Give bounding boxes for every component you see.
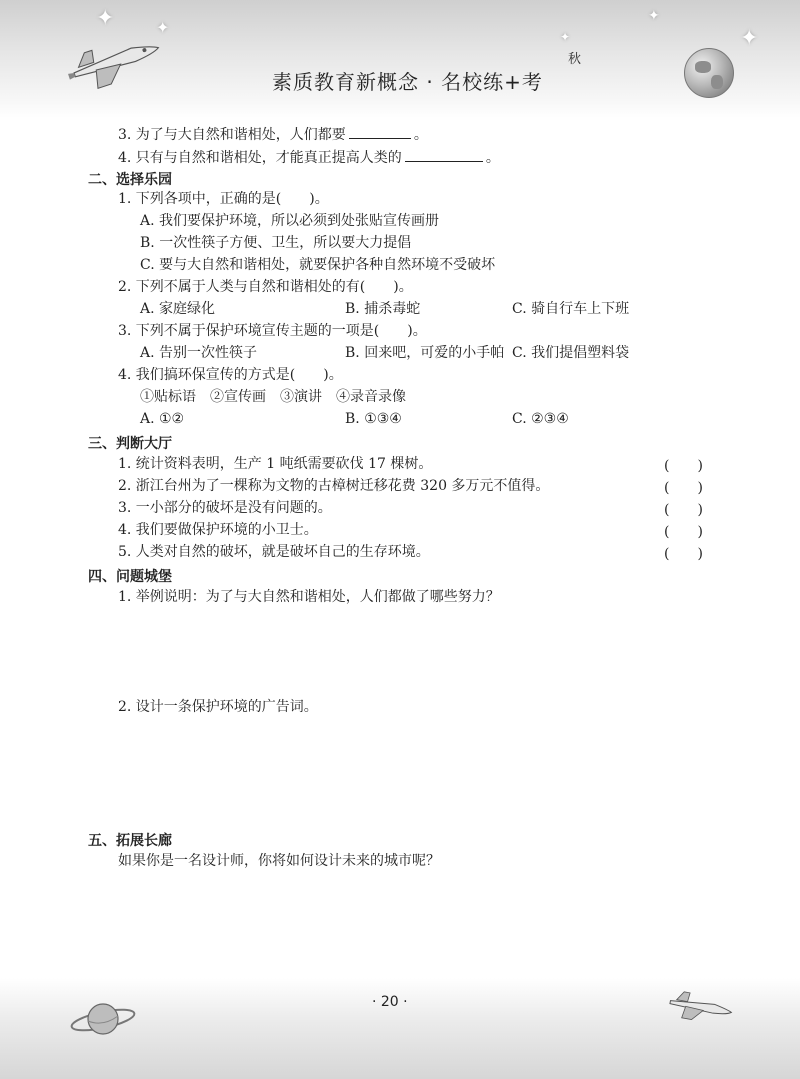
question-1-4: 4. 只有与自然和谐相处，才能真正提高人类的 。 (118, 147, 500, 167)
star-icon: ✦ (560, 30, 571, 44)
option-a[interactable]: A. 家庭绿化 (140, 301, 216, 317)
option-b[interactable]: B. ①③④ (345, 411, 402, 427)
option-c[interactable]: C. ②③④ (512, 411, 569, 427)
answer-area[interactable] (118, 612, 718, 692)
section-heading: 四、问题城堡 (88, 569, 172, 585)
option-c[interactable]: C. 我们提倡塑料袋 (512, 345, 630, 361)
star-icon: ✦ (156, 18, 170, 37)
question-4-1: 1. 举例说明：为了与大自然和谐相处，人们都做了哪些努力？ (118, 589, 500, 605)
planet-icon (68, 994, 138, 1044)
option-b[interactable]: B. 捕杀毒蛇 (345, 301, 421, 317)
question-1-3: 3. 为了与大自然和谐相处，人们都要 。 (118, 124, 428, 144)
globe-icon (684, 48, 734, 98)
page-header (0, 0, 800, 118)
question-5: 如果你是一名设计师，你将如何设计未来的城市呢？ (118, 853, 440, 869)
page-title: 素质教育新概念 · 名校练+考 (272, 70, 543, 94)
answer-parentheses[interactable]: ( ) (664, 524, 703, 540)
option-a[interactable]: A. ①② (140, 411, 185, 427)
judgment-item: 2. 浙江台州为了一棵称为文物的古樟树迁移花费 320 多万元不值得。 (118, 478, 550, 494)
section-heading: 二、选择乐园 (88, 172, 172, 188)
star-icon: ✦ (96, 6, 115, 31)
answer-area[interactable] (118, 722, 718, 822)
option-c[interactable]: C. 要与大自然和谐相处，就要保护各种自然环境不受破坏 (140, 257, 496, 273)
section-heading: 三、判断大厅 (88, 436, 172, 452)
judgment-item: 4. 我们要做保护环境的小卫士。 (118, 522, 318, 538)
option-b[interactable]: B. 回来吧，可爱的小手帕 (345, 345, 505, 361)
question-2-3: 3. 下列不属于保护环境宣传主题的一项是( )。 (118, 323, 427, 339)
question-2-4-items: ①贴标语 ②宣传画 ③演讲 ④录音录像 (140, 389, 406, 405)
page-number: · 20 · (372, 994, 408, 1010)
option-c[interactable]: C. 骑自行车上下班 (512, 301, 630, 317)
answer-parentheses[interactable]: ( ) (664, 546, 703, 562)
answer-parentheses[interactable]: ( ) (664, 502, 703, 518)
star-icon: ✦ (648, 8, 660, 24)
question-2-2: 2. 下列不属于人类与自然和谐相处的有( )。 (118, 279, 413, 295)
space-shuttle-icon (64, 30, 164, 90)
answer-blank[interactable] (405, 147, 483, 162)
space-shuttle-icon (666, 986, 736, 1026)
star-icon: ✦ (740, 26, 759, 51)
answer-parentheses[interactable]: ( ) (664, 458, 703, 474)
answer-area[interactable] (118, 876, 718, 966)
answer-blank[interactable] (349, 124, 411, 139)
season-label: 秋 (568, 52, 582, 67)
option-a[interactable]: A. 告别一次性筷子 (140, 345, 258, 361)
option-b[interactable]: B. 一次性筷子方便、卫生，所以要大力提倡 (140, 235, 412, 251)
judgment-item: 5. 人类对自然的破坏，就是破坏自己的生存环境。 (118, 544, 430, 560)
option-a[interactable]: A. 我们要保护环境，所以必须到处张贴宣传画册 (140, 213, 440, 229)
question-2-4: 4. 我们搞环保宣传的方式是( )。 (118, 367, 343, 383)
judgment-item: 3. 一小部分的破坏是没有问题的。 (118, 500, 332, 516)
answer-parentheses[interactable]: ( ) (664, 480, 703, 496)
section-heading: 五、拓展长廊 (88, 833, 172, 849)
question-4-2: 2. 设计一条保护环境的广告词。 (118, 699, 318, 715)
question-2-1: 1. 下列各项中，正确的是( )。 (118, 191, 329, 207)
judgment-item: 1. 统计资料表明，生产 1 吨纸需要砍伐 17 棵树。 (118, 456, 433, 472)
